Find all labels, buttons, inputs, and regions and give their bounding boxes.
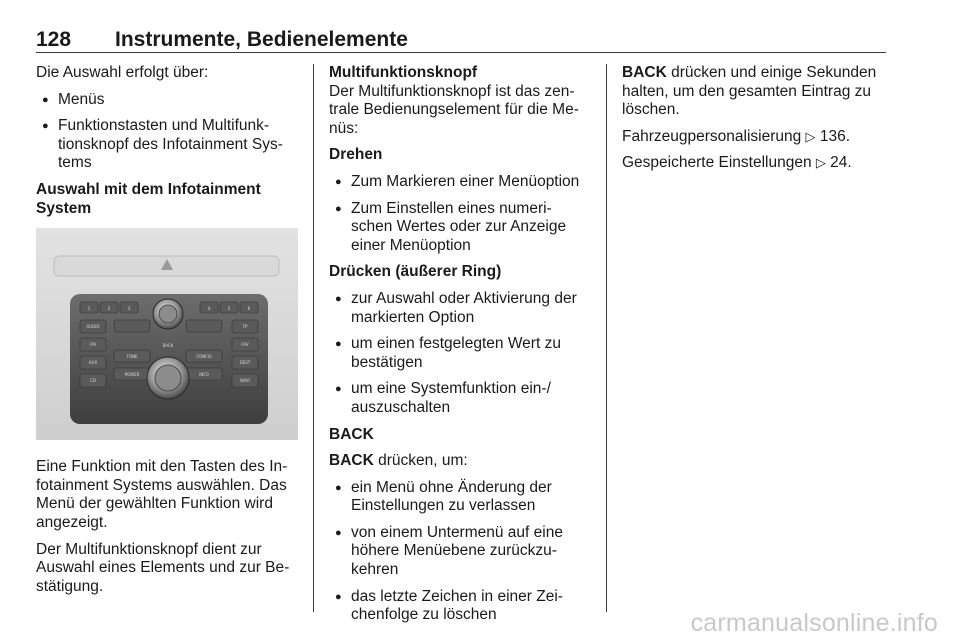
drehen-list xyxy=(329,173,591,255)
function-key-label: NAVI xyxy=(240,378,250,384)
column-left xyxy=(36,64,298,604)
preset-key-label: 4 xyxy=(207,306,211,312)
back-intro-text: drücken, um: xyxy=(373,452,468,470)
control-key-label: TONE xyxy=(126,354,138,360)
preset-key-label: 1 xyxy=(87,306,91,312)
control-key-label: BACK xyxy=(162,343,174,349)
reference-text: Fahrzeugpersonalisierung xyxy=(622,127,806,145)
control-key-label: POWER xyxy=(124,372,140,378)
page-number: 128 xyxy=(36,28,72,51)
list-item: ● von einem Untermenü auf eine höhere Menüebene zurückzu-kehren xyxy=(329,524,591,580)
back-list xyxy=(329,479,591,625)
subheading-back: BACK xyxy=(329,425,374,443)
column-right xyxy=(622,64,884,181)
arrow-right-icon: ▷ xyxy=(805,128,816,144)
back-key-label: BACK xyxy=(329,452,374,470)
column-middle xyxy=(329,64,591,633)
reference-text: Gespeicherte Einstellungen xyxy=(622,154,816,172)
body-paragraph: Der Multifunktionsknopf dient zur Auswahl eines Elements und zur Be-stätigung. xyxy=(36,540,290,595)
preset-key-label: 3 xyxy=(127,306,131,312)
source-key-label: CD xyxy=(90,378,96,384)
column-divider xyxy=(313,64,314,612)
source-key-label: FM xyxy=(90,342,96,348)
list-item: ● Funktionstasten und Multifunk-tionsknopf des Infotainment Sys-tems xyxy=(36,117,298,173)
body-paragraph: Eine Funktion mit den Tasten des In-fotainment Systems auswählen. Das Menü der gewählten Funktion wird angezeigt. xyxy=(36,458,288,531)
list-item: ● ein Menü ohne Änderung der Einstellungen zu verlassen xyxy=(329,479,591,516)
function-key-label: TP xyxy=(242,324,248,330)
preset-key-label: 6 xyxy=(247,306,251,312)
header-divider xyxy=(36,52,886,53)
page-title: Instrumente, Bedienelemente xyxy=(115,28,408,51)
section-heading: Auswahl mit dem Infotainment System xyxy=(36,180,261,217)
source-key-label: AUX xyxy=(88,360,98,366)
back-key-label: BACK xyxy=(622,64,667,81)
arrow-right-icon: ▷ xyxy=(815,155,826,171)
list-item: ● um einen festgelegten Wert zu bestätigen xyxy=(329,335,591,372)
subheading-drehen: Drehen xyxy=(329,146,383,164)
subheading-druecken: Drücken (äußerer Ring) xyxy=(329,263,502,281)
control-key-label: INFO xyxy=(199,372,209,378)
intro-text: Der Multifunktionsknopf ist das zen-trale Bedienungselement für die Me-nüs: xyxy=(329,82,579,137)
druecken-list xyxy=(329,290,591,418)
list-item: ● Zum Markieren einer Menüoption xyxy=(329,173,591,192)
watermark: carmanualsonline.info xyxy=(690,609,938,637)
back-intro xyxy=(329,452,591,471)
reference-page: 24. xyxy=(825,154,852,172)
list-item: ● um eine Systemfunktion ein-/ auszuschalten xyxy=(329,380,591,417)
list-item: ● das letzte Zeichen in einer Zei-chenfolge zu löschen xyxy=(329,588,591,625)
preset-key-label: 5 xyxy=(227,306,231,312)
intro-text: Die Auswahl erfolgt über: xyxy=(36,64,209,81)
control-key-label: CONFIG xyxy=(196,354,212,360)
reference-page: 136. xyxy=(815,127,851,145)
cross-reference xyxy=(622,154,884,173)
back-hold-paragraph xyxy=(622,64,884,120)
section-heading: Multifunktionsknopf xyxy=(329,64,478,81)
function-key-label: FAV xyxy=(241,342,249,348)
function-key-label: DEST xyxy=(239,360,251,366)
cross-reference xyxy=(622,128,884,147)
source-key-label: AUDIO xyxy=(86,324,100,330)
selection-list xyxy=(36,91,298,173)
column-divider xyxy=(606,64,607,612)
page-header xyxy=(36,28,886,54)
list-item: ● Menüs xyxy=(36,91,298,110)
list-item: ● zur Auswahl oder Aktivierung der markierten Option xyxy=(329,290,591,327)
infotainment-panel-photo xyxy=(36,228,298,440)
list-item: ● Zum Einstellen eines numeri-schen Wertes oder zur Anzeige einer Menüoption xyxy=(329,200,591,256)
back-hold-text: drücken und einige Sekunden halten, um den gesamten Eintrag zu löschen. xyxy=(622,64,877,119)
preset-key-label: 2 xyxy=(107,306,111,312)
